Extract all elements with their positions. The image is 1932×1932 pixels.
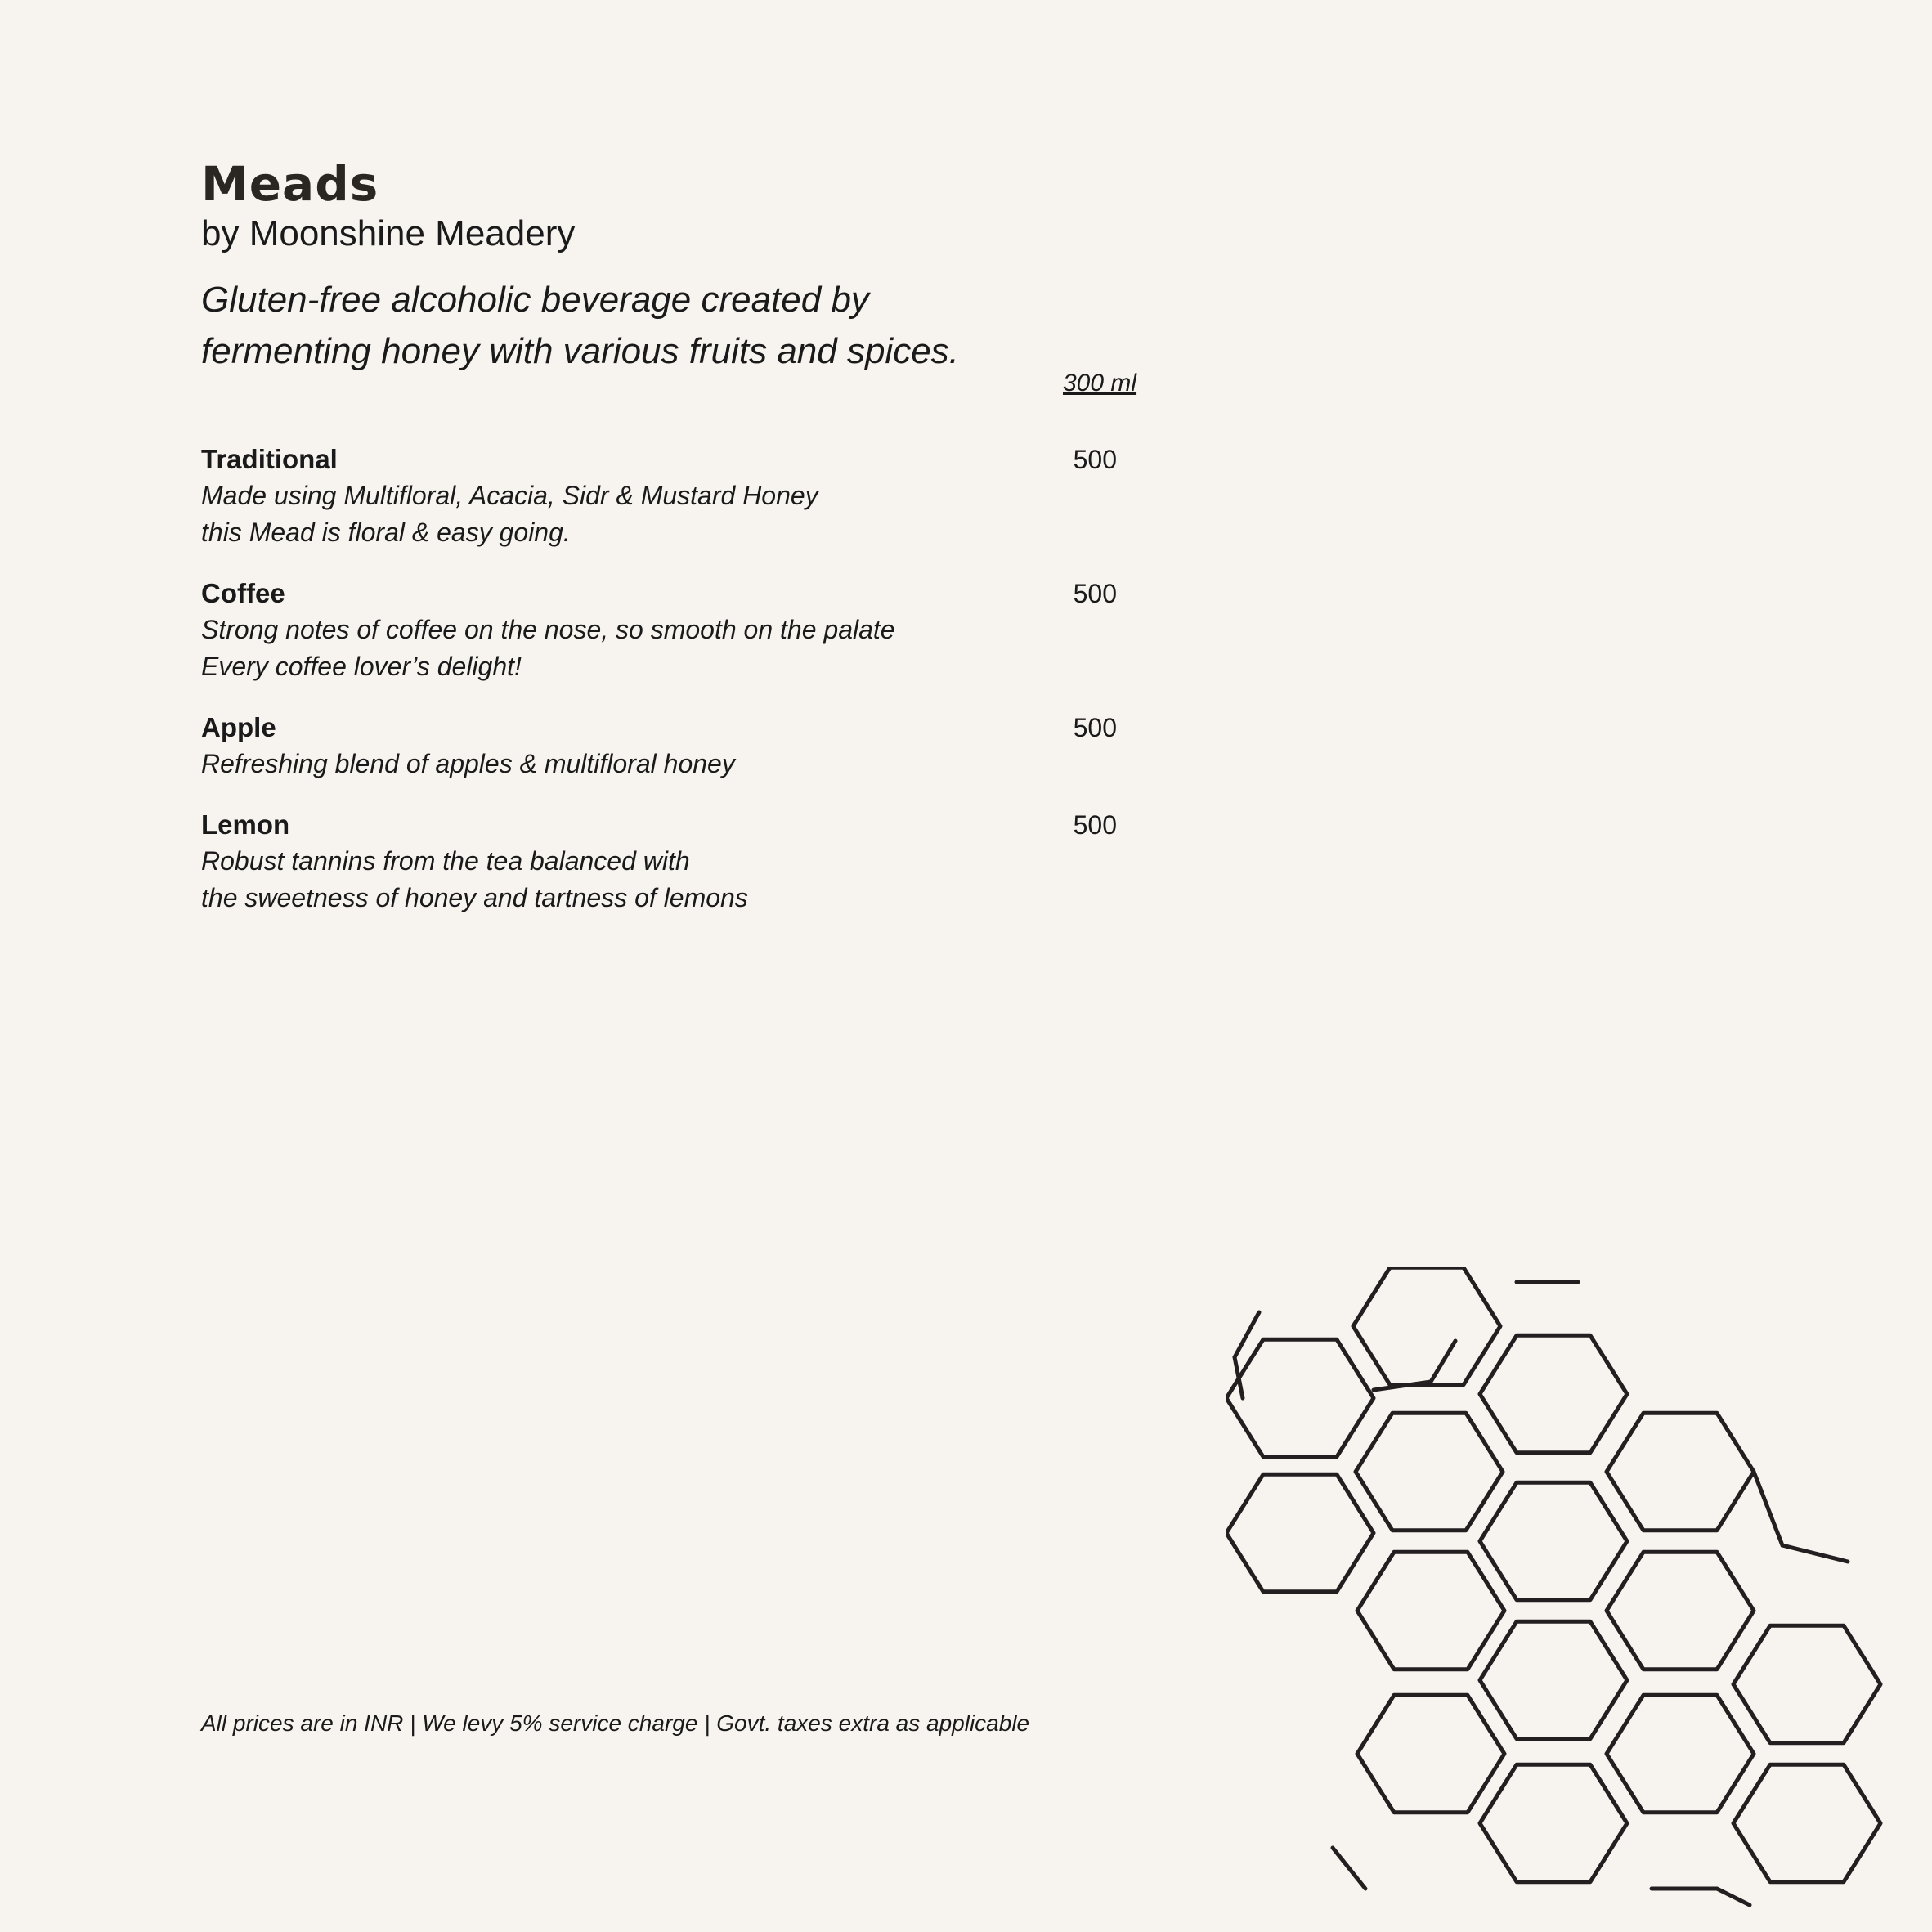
honeycomb-cell [1226,1474,1374,1591]
honeycomb-stroke [1652,1889,1750,1905]
honeycomb-cell [1357,1695,1504,1812]
item-description-line: Refreshing blend of apples & multifloral honey [201,749,735,778]
subtitle: by Moonshine Meadery [201,213,576,253]
footer-note: All prices are in INR | We levy 5% service charge | Govt. taxes extra as applicable [201,1710,1030,1736]
item-description-line: this Mead is floral & easy going. [201,518,571,547]
item-name: Lemon [201,809,290,840]
item-name: Coffee [201,578,285,608]
honeycomb-cell [1357,1552,1504,1669]
page-title: Meads [201,156,379,212]
item-price: 500 [1073,713,1117,742]
honeycomb-cell [1607,1695,1754,1812]
honeycomb-cell [1733,1625,1880,1742]
item-name: Traditional [201,444,338,474]
honeycomb-icon [1226,1267,1932,1932]
item-name: Apple [201,712,276,742]
honeycomb-cell [1356,1413,1503,1530]
volume-label: 300 ml [1063,370,1137,397]
honeycomb-cell [1353,1267,1500,1384]
honeycomb-stroke [1374,1341,1455,1390]
item-price: 500 [1073,579,1117,608]
menu-item-coffee [201,576,1117,685]
honeycomb-cell [1226,1339,1374,1456]
item-description-line: the sweetness of honey and tartness of lemons [201,883,748,912]
tagline: Gluten-free alcoholic beverage created by fermenting honey with various fruits and spices. [201,280,959,371]
honeycomb-cell [1480,1764,1627,1881]
honeycomb-cell [1480,1482,1627,1599]
item-description-line: Made using Multifloral, Acacia, Sidr & Mustard Honey [201,481,818,510]
menu-item-traditional [201,442,1117,551]
item-price: 500 [1073,810,1117,840]
item-description-line: Robust tannins from the tea balanced with [201,846,690,876]
honeycomb-cell [1480,1621,1627,1738]
honeycomb-stroke [1333,1848,1365,1889]
menu-item-lemon [201,807,1117,917]
honeycomb-cell [1480,1335,1627,1452]
honeycomb-cell [1607,1552,1754,1669]
honeycomb-stroke [1754,1472,1848,1562]
item-price: 500 [1073,445,1117,474]
item-description-line: Every coffee lover’s delight! [201,652,522,681]
honeycomb-cell [1607,1413,1754,1530]
menu-list [201,442,1117,941]
item-description-line: Strong notes of coffee on the nose, so smooth on the palate [201,615,895,644]
menu-item-apple [201,710,1117,782]
honeycomb-cell [1733,1764,1880,1881]
